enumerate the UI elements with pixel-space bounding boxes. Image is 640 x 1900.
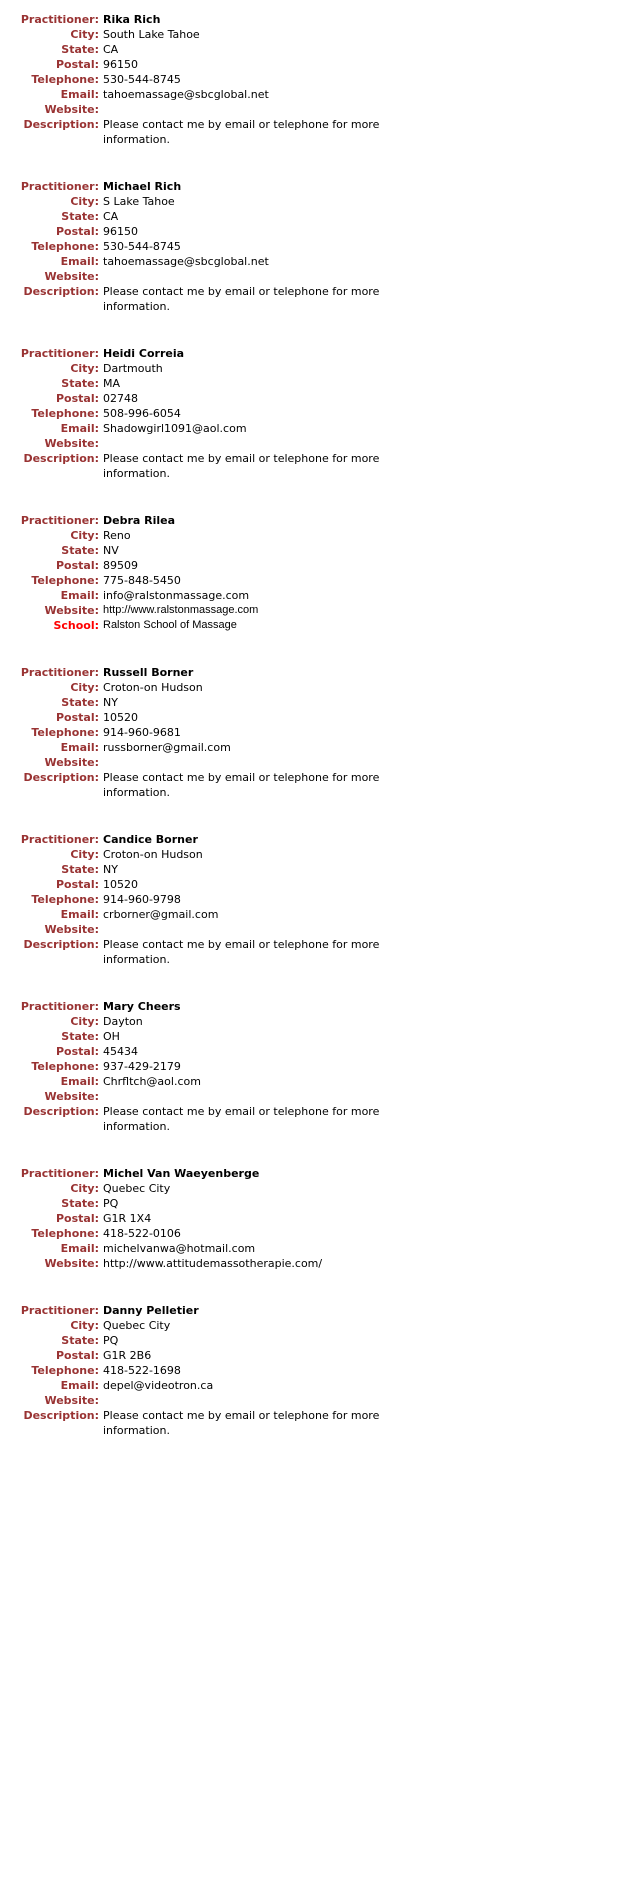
field-value: russborner@gmail.com: [103, 741, 231, 754]
field-value: Michael Rich: [103, 180, 182, 193]
field-value: Dayton: [103, 1015, 143, 1028]
field-value: South Lake Tahoe: [103, 28, 200, 41]
field-row: [0, 1348, 640, 1363]
field-row: [0, 1241, 640, 1256]
field-value: Croton-on Hudson: [103, 681, 203, 694]
field-row: [0, 269, 640, 284]
field-label: State:: [61, 1030, 99, 1043]
field-label: Telephone:: [31, 73, 99, 86]
field-value: crborner@gmail.com: [103, 908, 219, 921]
field-label: Practitioner:: [20, 1167, 99, 1180]
field-value: [99, 1089, 103, 1104]
field-label: Email:: [60, 1075, 99, 1088]
field-value: G1R 2B6: [103, 1349, 152, 1362]
field-row: [0, 117, 640, 147]
field-value: Croton-on Hudson: [103, 848, 203, 861]
field-label: Postal:: [55, 1349, 99, 1362]
field-value: http://www.ralstonmassage.com: [103, 604, 259, 616]
field-label: Description:: [23, 938, 99, 951]
field-label: Practitioner:: [20, 833, 99, 846]
field-value: Danny Pelletier: [103, 1304, 199, 1317]
field-row: [0, 892, 640, 907]
field-label: State:: [61, 1197, 99, 1210]
field-label: Postal:: [55, 225, 99, 238]
field-value: 418-522-0106: [103, 1227, 181, 1240]
field-value: Please contact me by email or telephone for more information.: [103, 771, 380, 799]
field-label: Description:: [23, 452, 99, 465]
field-value: Heidi Correia: [103, 347, 185, 360]
field-value: tahoemassage@sbcglobal.net: [103, 88, 269, 101]
field-value: MA: [103, 377, 121, 390]
field-value: NY: [103, 863, 118, 876]
field-row: [0, 1303, 640, 1318]
field-row: [0, 1014, 640, 1029]
field-label: Practitioner:: [20, 1000, 99, 1013]
field-label: Telephone:: [31, 240, 99, 253]
field-label: Website:: [44, 103, 99, 116]
field-label: Description:: [23, 1105, 99, 1118]
field-row: [0, 847, 640, 862]
field-value: Dartmouth: [103, 362, 163, 375]
field-label: Practitioner:: [20, 347, 99, 360]
field-label: City:: [70, 681, 99, 694]
field-row: [0, 1104, 640, 1134]
field-label: Telephone:: [31, 1227, 99, 1240]
field-row: [0, 391, 640, 406]
field-row: [0, 862, 640, 877]
field-label: City:: [70, 1015, 99, 1028]
field-value: [99, 269, 103, 284]
field-row: [0, 12, 640, 27]
field-row: [0, 1378, 640, 1393]
field-value: 914-960-9681: [103, 726, 181, 739]
field-label: Email:: [60, 88, 99, 101]
field-row: [0, 1089, 640, 1104]
field-value: http://www.attitudemassotherapie.com/: [103, 1257, 323, 1270]
field-label: Practitioner:: [20, 666, 99, 679]
field-label: Practitioner:: [20, 180, 99, 193]
field-value: PQ: [103, 1197, 119, 1210]
field-row: [0, 695, 640, 710]
field-value: NY: [103, 696, 118, 709]
field-row: [0, 588, 640, 603]
field-label: City:: [70, 1182, 99, 1195]
field-row: [0, 665, 640, 680]
field-label: City:: [70, 848, 99, 861]
field-label: School:: [53, 619, 99, 632]
field-row: [0, 72, 640, 87]
field-label: Website:: [44, 756, 99, 769]
field-label: Email:: [60, 255, 99, 268]
field-label: State:: [61, 377, 99, 390]
field-value: 418-522-1698: [103, 1364, 181, 1377]
field-label: City:: [70, 529, 99, 542]
field-value: Ralston School of Massage: [103, 619, 237, 631]
field-value: Michel Van Waeyenberge: [103, 1167, 260, 1180]
field-row: [0, 740, 640, 755]
field-label: City:: [70, 28, 99, 41]
field-row: [0, 1166, 640, 1181]
field-label: Postal:: [55, 1212, 99, 1225]
field-label: Telephone:: [31, 726, 99, 739]
field-row: [0, 102, 640, 117]
field-value: Please contact me by email or telephone for more information.: [103, 1409, 380, 1437]
field-value: Please contact me by email or telephone for more information.: [103, 938, 380, 966]
field-row: [0, 87, 640, 102]
field-row: [0, 937, 640, 967]
field-row: [0, 179, 640, 194]
field-label: State:: [61, 863, 99, 876]
field-value: Please contact me by email or telephone for more information.: [103, 285, 380, 313]
field-label: State:: [61, 544, 99, 557]
field-label: Telephone:: [31, 407, 99, 420]
field-value: Please contact me by email or telephone for more information.: [103, 452, 380, 480]
field-row: [0, 436, 640, 451]
practitioner-record: [0, 12, 640, 147]
field-value: Candice Borner: [103, 833, 198, 846]
field-label: Description:: [23, 771, 99, 784]
field-row: [0, 1363, 640, 1378]
field-row: [0, 284, 640, 314]
field-row: [0, 406, 640, 421]
field-row: [0, 1181, 640, 1196]
field-label: Email:: [60, 422, 99, 435]
field-label: Telephone:: [31, 1364, 99, 1377]
field-row: [0, 877, 640, 892]
field-row: [0, 543, 640, 558]
field-label: Website:: [44, 604, 99, 617]
field-value: 96150: [103, 58, 138, 71]
field-label: Postal:: [55, 1045, 99, 1058]
field-row: [0, 725, 640, 740]
field-row: [0, 1196, 640, 1211]
field-row: [0, 1318, 640, 1333]
practitioner-record: [0, 665, 640, 800]
field-label: Postal:: [55, 711, 99, 724]
field-value: Shadowgirl1091@aol.com: [103, 422, 247, 435]
field-row: [0, 680, 640, 695]
field-row: [0, 194, 640, 209]
field-label: State:: [61, 1334, 99, 1347]
field-row: [0, 755, 640, 770]
field-row: [0, 513, 640, 528]
field-value: [99, 755, 103, 770]
field-row: [0, 42, 640, 57]
field-label: Postal:: [55, 559, 99, 572]
field-value: Mary Cheers: [103, 1000, 181, 1013]
field-label: City:: [70, 1319, 99, 1332]
field-row: [0, 999, 640, 1014]
field-label: Practitioner:: [20, 1304, 99, 1317]
field-row: [0, 907, 640, 922]
field-value: 530-544-8745: [103, 240, 181, 253]
field-label: Telephone:: [31, 1060, 99, 1073]
field-value: 10520: [103, 711, 138, 724]
field-label: Email:: [60, 1242, 99, 1255]
field-row: [0, 1256, 640, 1271]
field-value: Rika Rich: [103, 13, 161, 26]
field-value: 775-848-5450: [103, 574, 181, 587]
field-value: Russell Borner: [103, 666, 194, 679]
field-value: info@ralstonmassage.com: [103, 589, 250, 602]
field-row: [0, 421, 640, 436]
field-label: Practitioner:: [20, 13, 99, 26]
field-label: Description:: [23, 1409, 99, 1422]
field-value: [99, 1393, 103, 1408]
field-value: Please contact me by email or telephone for more information.: [103, 118, 380, 146]
field-value: michelvanwa@hotmail.com: [103, 1242, 256, 1255]
field-value: NV: [103, 544, 119, 557]
field-row: [0, 1333, 640, 1348]
practitioner-record: [0, 513, 640, 633]
practitioner-record: [0, 1303, 640, 1438]
field-row: [0, 618, 640, 633]
practitioner-record: [0, 179, 640, 314]
field-row: [0, 224, 640, 239]
field-row: [0, 451, 640, 481]
field-row: [0, 603, 640, 618]
field-row: [0, 710, 640, 725]
field-row: [0, 1074, 640, 1089]
field-row: [0, 558, 640, 573]
field-value: 45434: [103, 1045, 138, 1058]
field-value: 508-996-6054: [103, 407, 181, 420]
field-row: [0, 922, 640, 937]
field-label: Practitioner:: [20, 514, 99, 527]
field-label: Email:: [60, 589, 99, 602]
field-value: Please contact me by email or telephone for more information.: [103, 1105, 380, 1133]
field-value: tahoemassage@sbcglobal.net: [103, 255, 269, 268]
field-value: PQ: [103, 1334, 119, 1347]
field-row: [0, 573, 640, 588]
field-row: [0, 1393, 640, 1408]
field-label: Email:: [60, 741, 99, 754]
field-row: [0, 57, 640, 72]
field-row: [0, 1408, 640, 1438]
field-row: [0, 1059, 640, 1074]
field-row: [0, 770, 640, 800]
field-row: [0, 1226, 640, 1241]
field-row: [0, 209, 640, 224]
field-label: Website:: [44, 437, 99, 450]
field-row: [0, 361, 640, 376]
field-value: Debra Rilea: [103, 514, 176, 527]
field-label: Website:: [44, 270, 99, 283]
field-label: Telephone:: [31, 574, 99, 587]
field-label: Website:: [44, 1090, 99, 1103]
field-value: 02748: [103, 392, 138, 405]
practitioner-record: [0, 1166, 640, 1271]
field-row: [0, 1211, 640, 1226]
field-label: Postal:: [55, 878, 99, 891]
field-value: CA: [103, 210, 119, 223]
field-label: State:: [61, 696, 99, 709]
field-row: [0, 1029, 640, 1044]
field-label: Postal:: [55, 392, 99, 405]
field-value: Quebec City: [103, 1182, 171, 1195]
field-value: 96150: [103, 225, 138, 238]
field-label: City:: [70, 195, 99, 208]
field-label: State:: [61, 43, 99, 56]
field-label: State:: [61, 210, 99, 223]
field-label: Email:: [60, 908, 99, 921]
field-value: Quebec City: [103, 1319, 171, 1332]
field-row: [0, 239, 640, 254]
field-label: City:: [70, 362, 99, 375]
field-value: 937-429-2179: [103, 1060, 181, 1073]
field-value: OH: [103, 1030, 120, 1043]
field-row: [0, 346, 640, 361]
field-row: [0, 254, 640, 269]
field-value: 10520: [103, 878, 138, 891]
field-label: Website:: [44, 923, 99, 936]
field-value: depel@videotron.ca: [103, 1379, 214, 1392]
practitioner-record: [0, 999, 640, 1134]
field-label: Email:: [60, 1379, 99, 1392]
field-value: S Lake Tahoe: [103, 195, 175, 208]
practitioner-record: [0, 346, 640, 481]
field-row: [0, 27, 640, 42]
field-value: 530-544-8745: [103, 73, 181, 86]
field-value: [99, 436, 103, 451]
field-value: [99, 922, 103, 937]
field-label: Website:: [44, 1257, 99, 1270]
field-row: [0, 1044, 640, 1059]
field-label: Description:: [23, 285, 99, 298]
field-value: Chrfltch@aol.com: [103, 1075, 201, 1088]
field-label: Description:: [23, 118, 99, 131]
field-value: 914-960-9798: [103, 893, 181, 906]
practitioner-record: [0, 832, 640, 967]
field-value: G1R 1X4: [103, 1212, 152, 1225]
field-value: CA: [103, 43, 119, 56]
field-value: 89509: [103, 559, 138, 572]
field-label: Postal:: [55, 58, 99, 71]
field-row: [0, 832, 640, 847]
field-label: Telephone:: [31, 893, 99, 906]
field-value: Reno: [103, 529, 131, 542]
field-label: Website:: [44, 1394, 99, 1407]
field-row: [0, 528, 640, 543]
field-value: [99, 102, 103, 117]
field-row: [0, 376, 640, 391]
